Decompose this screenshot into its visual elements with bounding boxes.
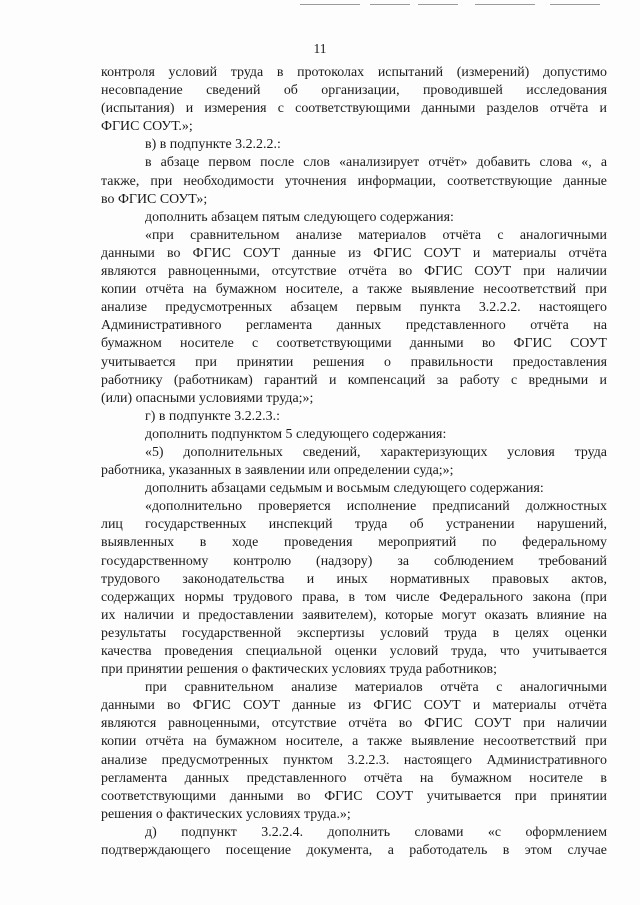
text-line: «дополнительно проверяется исполнение предписаний должностных bbox=[145, 499, 607, 515]
text-line: являются равноценными, отсутствие отчёта во ФГИС СОУТ при наличии bbox=[101, 264, 607, 280]
text-line: анализе предусмотренных абзацем первым пункта 3.2.2.2. настоящего bbox=[101, 300, 607, 316]
text-line: учитывается при принятии решения о правильности предоставления bbox=[101, 354, 607, 370]
paragraph bbox=[101, 227, 607, 408]
text-line: работника, указанных в заявлении или определении суда;»; bbox=[101, 463, 454, 479]
text-line: (испытания) и измерения с соответствующими данными разделов отчёта и bbox=[101, 101, 607, 117]
text-line: государственному контролю (надзору) за соблюдением требований bbox=[101, 553, 607, 569]
text-line: (или) опасными условиями труда;»; bbox=[101, 390, 314, 406]
text-line: ФГИС СОУТ.»; bbox=[101, 119, 193, 135]
page-number: 11 bbox=[313, 41, 327, 56]
paragraph bbox=[101, 408, 607, 426]
paragraph bbox=[101, 679, 607, 824]
text-line: также, при необходимости уточнения информации, соответствующие данные bbox=[101, 173, 607, 189]
text-line: соответствующими данными во ФГИС СОУТ учитывается при принятии bbox=[101, 788, 607, 804]
text-line: дополнить абзацами седьмым и восьмым следующего содержания: bbox=[145, 481, 544, 497]
text-line: данными во ФГИС СОУТ данные из ФГИС СОУТ и материалы отчёта bbox=[101, 698, 607, 714]
text-line: в) в подпункте 3.2.2.2.: bbox=[145, 137, 281, 153]
paragraph bbox=[101, 444, 607, 480]
scan-header-marks bbox=[300, 4, 630, 6]
text-line: выявленных в ходе проведения мероприятий по федеральному bbox=[101, 535, 607, 551]
paragraph bbox=[101, 480, 607, 498]
text-line: дополнить абзацем пятым следующего содержания: bbox=[145, 209, 454, 225]
paragraph bbox=[101, 154, 607, 208]
text-line: качества проведения специальной оценки условий труда, что учитывается bbox=[101, 644, 607, 659]
paragraph bbox=[101, 498, 607, 679]
paragraph bbox=[101, 426, 607, 444]
text-line: регламента данных представленного отчёта на бумажном носителе в bbox=[101, 770, 607, 786]
text-line: данными во ФГИС СОУТ данные из ФГИС СОУТ и материалы отчёта bbox=[101, 245, 607, 261]
text-line: копии отчёта на бумажном носителе, а также выявление несоответствий при bbox=[101, 282, 607, 298]
text-line: копии отчёта на бумажном носителе, а также выявление несоответствий при bbox=[101, 734, 607, 750]
text-line: лиц государственных инспекций труда об устранении нарушений, bbox=[101, 517, 607, 533]
text-line: решения о фактических условиях труда.»; bbox=[101, 806, 351, 822]
text-line: являются равноценными, отсутствие отчёта во ФГИС СОУТ при наличии bbox=[101, 716, 607, 732]
text-line: контроля условий труда в протоколах испытаний (измерений) допустимо bbox=[101, 65, 607, 80]
text-line: д) подпункт 3.2.2.4. дополнить словами «с оформлением bbox=[145, 824, 607, 840]
text-line: г) в подпункте 3.2.2.3.: bbox=[145, 408, 280, 424]
text-line: их наличии и предоставлении заявителем), которые могут оказать влияние на bbox=[101, 607, 607, 623]
document-body bbox=[101, 64, 607, 860]
text-line: содержащих нормы трудового права, в том числе Федерального закона (при bbox=[101, 589, 607, 605]
paragraph bbox=[101, 64, 607, 136]
text-line: при принятии решения о фактических условиях труда работников; bbox=[101, 662, 498, 678]
text-line: анализе предусмотренных пунктом 3.2.2.3. настоящего Административного bbox=[101, 752, 607, 768]
paragraph bbox=[101, 824, 607, 860]
text-line: работнику (работникам) гарантий и компенсаций за работу с вредными и bbox=[101, 372, 607, 388]
text-line: Административного регламента данных представленного отчёта на bbox=[101, 318, 607, 334]
text-line: результаты государственной экспертизы условий труда в целях оценки bbox=[101, 625, 607, 641]
text-line: дополнить подпунктом 5 следующего содержания: bbox=[145, 426, 447, 442]
text-line: в абзаце первом после слов «анализирует отчёт» добавить слова «, а bbox=[145, 155, 607, 171]
text-line: бумажном носителе с соответствующими данными во ФГИС СОУТ bbox=[101, 336, 607, 352]
paragraph bbox=[101, 209, 607, 227]
text-line: трудового законодательства и иных нормативных правовых актов, bbox=[101, 571, 607, 587]
text-line: «при сравнительном анализе материалов отчёта с аналогичными bbox=[145, 227, 607, 243]
text-line: несовпадение сведений об организации, проводившей исследования bbox=[101, 83, 607, 99]
text-line: при сравнительном анализе материалов отчёта с аналогичными bbox=[145, 680, 607, 696]
text-line: во ФГИС СОУТ»; bbox=[101, 191, 208, 207]
text-line: подтверждающего посещение документа, а работодатель в этом случае bbox=[101, 843, 607, 859]
paragraph bbox=[101, 136, 607, 154]
text-line: «5) дополнительных сведений, характеризующих условия труда bbox=[145, 444, 607, 460]
